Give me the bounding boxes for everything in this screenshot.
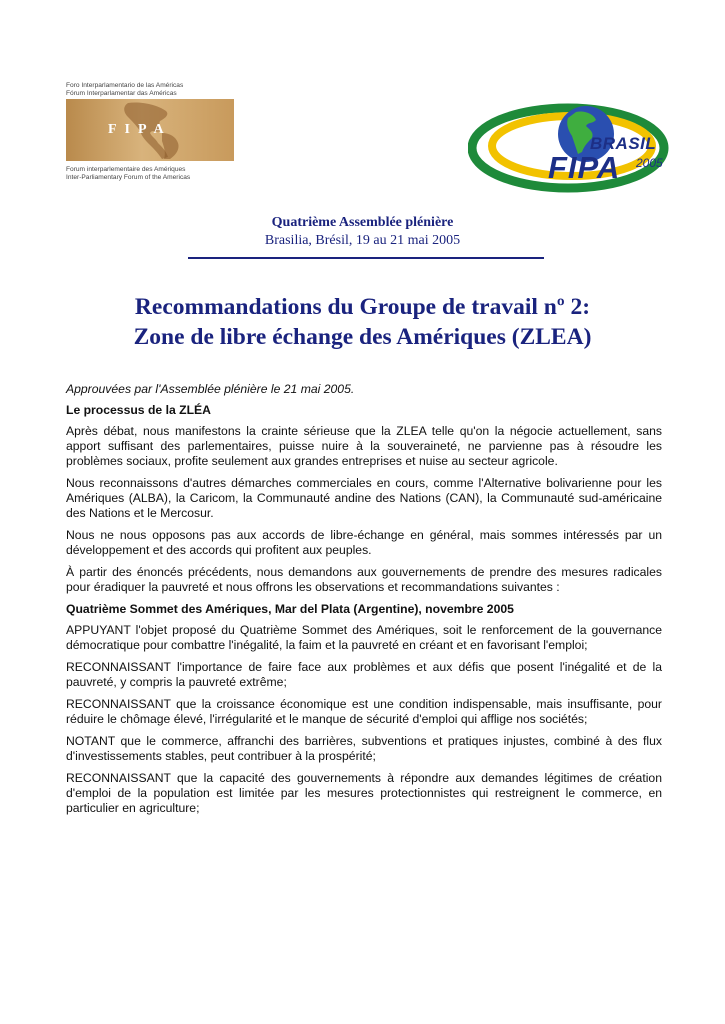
paragraph: Après débat, nous manifestons la crainte sérieuse que la ZLEA telle qu'on la négocie actuellement, sans apport suffisant des parlementaires, puisse nuire à la souveraineté, ne parvienne pas à résoudre les problèmes sociaux, profite seulement aux grandes entreprises et nuise au secteur agricole. <box>66 424 662 468</box>
section-heading: Quatrième Sommet des Amériques, Mar del Plata (Argentine), novembre 2005 <box>66 602 514 616</box>
title-line-2: Zone de libre échange des Amériques (ZLEA) <box>133 324 592 350</box>
logo-line: Foro Interparlamentario de las Américas <box>66 82 184 89</box>
paragraph: RECONNAISSANT l'importance de faire face aux problèmes et aux défis que posent l'inégalité et de la pauvreté, y compris la pauvreté extrême; <box>66 660 662 689</box>
paragraph: APPUYANT l'objet proposé du Quatrième Sommet des Amériques, soit le renforcement de la gouvernance démocratique pour combattre l'inégalité, la faim et la pauvreté en créant et en favorisant l'emploi; <box>66 623 662 652</box>
assembly-location-date: Brasilia, Brésil, 19 au 21 mai 2005 <box>264 233 461 248</box>
year-text: 2005 <box>636 156 663 170</box>
paragraph: NOTANT que le commerce, affranchi des barrières, subventions et pratiques injustes, combiné à des flux d'investissements stables, peut contribuer à la prospérité; <box>66 734 662 763</box>
logo-line: Fórum Interparlamentar das Américas <box>66 90 177 97</box>
logo-top-lines <box>66 82 183 98</box>
logo-line: Inter-Parliamentary Forum of the Americas <box>66 174 191 181</box>
document-title <box>0 292 725 352</box>
fipa-brasil-logo <box>468 96 680 196</box>
logo-bottom-lines <box>66 166 190 182</box>
paragraph: À partir des énoncés précédents, nous demandons aux gouvernements de prendre des mesures radicales pour éradiquer la pauvreté et nous offrons les observations et recommandations suivantes : <box>66 565 662 594</box>
assembly-title: Quatrième Assemblée plénière <box>271 215 454 230</box>
fipa-text: FIPA <box>548 150 621 185</box>
paragraph: RECONNAISSANT que la croissance économique est une condition indispensable, mais insuffisante, pour réduire le chômage élevé, l'irrégularité et le manque de sécurité d'emploi qui afflige nos sociétés; <box>66 697 662 726</box>
document-body <box>66 382 662 823</box>
logo-line: Forum interparlementaire des Amériques <box>66 166 186 173</box>
fipa-left-logo <box>66 82 241 192</box>
approval-note: Approuvées par l'Assemblée plénière le 21 mai 2005. <box>66 382 355 396</box>
section-heading: Le processus de la ZLÉA <box>66 403 211 417</box>
emblem-text: FIPA <box>108 122 172 137</box>
americas-map-emblem <box>66 99 234 161</box>
brasil-text: BRASIL <box>590 134 657 153</box>
paragraph: Nous ne nous opposons pas aux accords de libre-échange en général, mais sommes intéressés par un développement et des accords qui profitent aux peuples. <box>66 528 662 557</box>
divider <box>188 257 544 259</box>
title-line-1: Recommandations du Groupe de travail nº 2: <box>134 294 591 320</box>
assembly-heading <box>0 214 725 250</box>
paragraph: Nous reconnaissons d'autres démarches commerciales en cours, comme l'Alternative bolivarienne pour les Amériques (ALBA), la Caricom, la Communauté andine des Nations (CAN), la Communauté sud-américaine des Nations et le Mercosur. <box>66 476 662 520</box>
paragraph: RECONNAISSANT que la capacité des gouvernements à répondre aux demandes légitimes de création d'emploi de la population est limitée par les mesures protectionnistes qui restreignent le commerce, en particulier en agriculture; <box>66 771 662 815</box>
